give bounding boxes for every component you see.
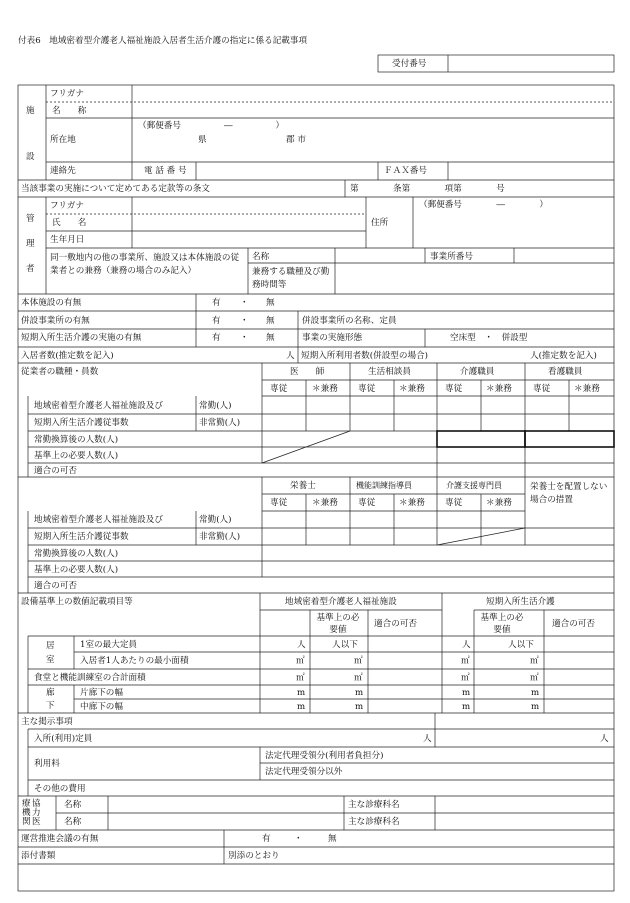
- fac-area-unit: ㎡: [296, 656, 305, 666]
- short-stay-no[interactable]: 無: [266, 333, 275, 343]
- coop-name-label-2: 名称: [64, 817, 82, 827]
- no-nutritionist-label: 栄養士を配置しない場合の措置: [530, 482, 608, 505]
- manager-concurrent-label: 同一敷地内の他の事業所、施設又は本体施設の従業者との兼務（兼務の場合のみ記入）: [50, 253, 240, 276]
- manager-name-label: 氏 名: [52, 218, 87, 228]
- notices-title: 主な掲示事項: [21, 717, 73, 727]
- staff-regular-label-2: 常勤(人): [199, 515, 232, 525]
- resident-count-unit: 人: [286, 351, 295, 361]
- staff-row-label-2a: 地域密着型介護老人福祉施設及び: [34, 515, 163, 525]
- fac-maxcap-req-unit: 人以下: [332, 640, 358, 650]
- doctor-concurrent: ＊兼務: [312, 384, 338, 394]
- col-care-manager: 介護支援専門員: [446, 481, 502, 490]
- equipment-facility-col: 地域密着型介護老人福祉施設: [285, 597, 397, 607]
- fee-statutory-label: 法定代理受領分(利用者負担分): [265, 751, 384, 761]
- equipment-short-col: 短期入所生活介護: [486, 597, 555, 607]
- facility-furigana-label: フリガナ: [50, 89, 84, 99]
- coop-label-4: 療: [22, 799, 31, 809]
- manager-office-name-label: 名称: [252, 252, 270, 262]
- combined-office-no[interactable]: 無: [266, 316, 275, 326]
- meeting-no[interactable]: 無: [328, 834, 337, 844]
- coop-dept-label-1: 主な診療科名: [348, 800, 400, 810]
- fac-area-req-unit: ㎡: [354, 656, 363, 666]
- staff-fte-label-1: 常勤換算後の人数(人): [34, 435, 119, 445]
- facility-city-label: 郡 市: [286, 135, 306, 145]
- counselor-full: 専従: [358, 384, 376, 394]
- manager-concurrent-role-label: 兼務する職種及び勤務時間等: [252, 267, 330, 290]
- bylaws-articles: 第 条第 項第 号: [350, 184, 505, 194]
- caremanager-concurrent: ＊兼務: [486, 498, 512, 508]
- nurse-concurrent: ＊兼務: [574, 384, 600, 394]
- staff-row-label-2b: 短期入所生活介護従事数: [34, 532, 129, 542]
- fac-dining-req-unit: ㎡: [354, 673, 363, 683]
- equipment-facility-required: 基準上の必要値: [316, 613, 360, 635]
- trainer-full: 専従: [358, 498, 376, 508]
- short-stay-label: 短期入所生活介護の実施の有無: [21, 333, 142, 343]
- short-dining-req-unit: ㎡: [530, 673, 539, 683]
- staff-required-label-1: 基準上の必要人数(人): [34, 451, 119, 461]
- capacity-label: 入所(利用)定員: [34, 734, 93, 744]
- counselor-concurrent: ＊兼務: [399, 384, 425, 394]
- receipt-number-label: 受付番号: [392, 59, 427, 69]
- meeting-label: 運営推進会議の有無: [21, 834, 99, 844]
- corridor-group-label-1: 廊: [46, 688, 55, 698]
- bylaws-label: 当該事業の実施について定めてある定款等の条文: [21, 184, 210, 194]
- facility-postal-code: （郵便番号 ― ）: [138, 121, 285, 131]
- max-capacity-label: 1室の最大定員: [80, 640, 138, 650]
- main-facility-no[interactable]: 無: [266, 298, 275, 308]
- resident-count-label: 入居者数(推定数を記入): [21, 351, 114, 361]
- single-corridor-label: 片廊下の幅: [80, 688, 123, 698]
- attachments-label: 添付書類: [21, 851, 56, 861]
- capacity-unit-2: 人: [600, 734, 609, 744]
- staff-compliance-label-1: 適合の可否: [34, 466, 77, 476]
- manager-group-label-3: 者: [26, 264, 35, 274]
- manager-group-label-1: 管: [26, 214, 35, 224]
- coop-name-label-1: 名称: [64, 800, 82, 810]
- short-single-unit: m: [462, 688, 471, 698]
- col-function-trainer: 機能訓練指導員: [356, 481, 412, 490]
- equipment-title: 設備基準上の数値記載項目等: [21, 597, 133, 607]
- coop-dept-label-2: 主な診療科名: [348, 817, 400, 827]
- main-facility-label: 本体施設の有無: [21, 298, 82, 308]
- equipment-facility-compliance: 適合の可否: [374, 619, 417, 629]
- short-maxcap-unit: 人: [462, 640, 471, 650]
- manager-office-number-label: 事業所番号: [430, 252, 473, 262]
- col-nurse: 看護職員: [548, 367, 583, 377]
- implementation-form-options[interactable]: 空床型 ・ 併設型: [450, 333, 528, 343]
- col-doctor: 医 師: [290, 367, 325, 377]
- short-middle-req-unit: m: [531, 702, 540, 712]
- nurse-full: 専従: [533, 384, 551, 394]
- facility-phone-label: 電 話 番 号: [144, 166, 187, 176]
- staff-part-label-2: 非常勤(人): [199, 532, 241, 542]
- staff-fte-label-2: 常勤換算後の人数(人): [34, 549, 119, 559]
- coop-label-1: 協: [32, 799, 41, 809]
- fee-other-label: 法定代理受領分以外: [265, 767, 343, 777]
- corridor-group-label-2: 下: [46, 701, 55, 711]
- staff-part-label-1: 非常勤(人): [199, 418, 241, 428]
- main-facility-dot: ・: [240, 298, 249, 308]
- fac-dining-unit: ㎡: [296, 673, 305, 683]
- manager-group-label-2: 理: [26, 239, 35, 249]
- main-facility-yes[interactable]: 有: [212, 298, 221, 308]
- equipment-short-compliance: 適合の可否: [552, 619, 595, 629]
- manager-dob-label: 生年月日: [50, 235, 85, 245]
- facility-name-label: 名 称: [52, 106, 87, 116]
- fac-maxcap-unit: 人: [297, 640, 306, 650]
- combined-office-name-label: 併設事業所の名称、定員: [302, 316, 397, 326]
- fac-single-unit: m: [297, 688, 306, 698]
- care-full: 専従: [445, 384, 463, 394]
- coop-label-3: 医: [32, 817, 41, 827]
- min-area-label: 入居者1人あたりの最小面積: [80, 656, 189, 666]
- coop-label-2: 力: [32, 808, 41, 818]
- meeting-yes[interactable]: 有: [262, 834, 271, 844]
- care-concurrent: ＊兼務: [486, 384, 512, 394]
- other-expenses-label: その他の費用: [34, 784, 86, 794]
- coop-label-6: 関: [22, 817, 31, 827]
- fac-middle-req-unit: m: [355, 702, 364, 712]
- manager-address-label: 住所: [371, 218, 389, 228]
- staff-regular-label-1: 常勤(人): [199, 401, 232, 411]
- fac-middle-unit: m: [297, 702, 306, 712]
- room-group-label-2: 室: [46, 655, 55, 665]
- staff-row-label-1b: 短期入所生活介護従事数: [34, 418, 129, 428]
- short-stay-yes[interactable]: 有: [212, 333, 221, 343]
- nutritionist-concurrent: ＊兼務: [312, 498, 338, 508]
- short-area-unit: ㎡: [461, 656, 470, 666]
- combined-office-dot: ・: [240, 316, 249, 326]
- meeting-dot: ・: [294, 834, 303, 844]
- col-care-worker: 介護職員: [460, 367, 495, 377]
- short-maxcap-req-unit: 人以下: [508, 640, 534, 650]
- manager-furigana-label: フリガナ: [50, 201, 84, 211]
- form-title: 付表6 地域密着型介護老人福祉施設入居者生活介護の指定に係る記載事項: [18, 36, 308, 46]
- short-dining-unit: ㎡: [461, 673, 470, 683]
- implementation-form-label: 事業の実施形態: [302, 333, 363, 343]
- fees-label: 利用料: [34, 759, 60, 769]
- fac-single-req-unit: m: [355, 688, 364, 698]
- manager-postal-code: （郵便番号 ― ）: [419, 200, 548, 210]
- facility-contact-label: 連絡先: [50, 166, 76, 176]
- short-area-req-unit: ㎡: [530, 656, 539, 666]
- equipment-short-required: 基準上の必要値: [480, 613, 524, 635]
- facility-address-label: 所在地: [50, 135, 76, 145]
- coop-label-5: 機: [22, 808, 31, 818]
- staff-title: 従業者の職種・員数: [21, 367, 99, 377]
- short-single-req-unit: m: [531, 688, 540, 698]
- col-life-counselor: 生活相談員: [368, 367, 411, 377]
- staff-compliance-label-2: 適合の可否: [34, 581, 77, 591]
- combined-office-yes[interactable]: 有: [212, 316, 221, 326]
- caremanager-full: 専従: [445, 498, 463, 508]
- col-nutritionist: 栄養士: [290, 481, 316, 491]
- doctor-full: 専従: [270, 384, 288, 394]
- short-middle-unit: m: [462, 702, 471, 712]
- staff-required-label-2: 基準上の必要人数(人): [34, 565, 119, 575]
- facility-fax-label: ＦＡＸ番号: [384, 166, 427, 176]
- room-group-label-1: 居: [46, 641, 55, 651]
- capacity-unit-1: 人: [423, 734, 432, 744]
- dining-area-label: 食堂と機能訓練室の合計面積: [34, 673, 146, 683]
- trainer-concurrent: ＊兼務: [399, 498, 425, 508]
- staff-row-label-1a: 地域密着型介護老人福祉施設及び: [34, 401, 163, 411]
- receipt-number-field[interactable]: [449, 56, 613, 71]
- attachments-value: 別添のとおり: [228, 851, 280, 861]
- middle-corridor-label: 中廊下の幅: [80, 702, 123, 712]
- combined-office-label: 併設事業所の有無: [21, 316, 90, 326]
- short-user-count-label: 短期入所利用者数(併設型の場合): [301, 351, 429, 361]
- facility-prefecture-label: 県: [198, 135, 207, 145]
- short-stay-dot: ・: [240, 333, 249, 343]
- facility-group-label-2: 設: [26, 152, 35, 162]
- facility-group-label-1: 施: [26, 106, 35, 116]
- short-user-count-unit: 人(推定数を記入): [530, 351, 597, 361]
- nutritionist-full: 専従: [270, 498, 288, 508]
